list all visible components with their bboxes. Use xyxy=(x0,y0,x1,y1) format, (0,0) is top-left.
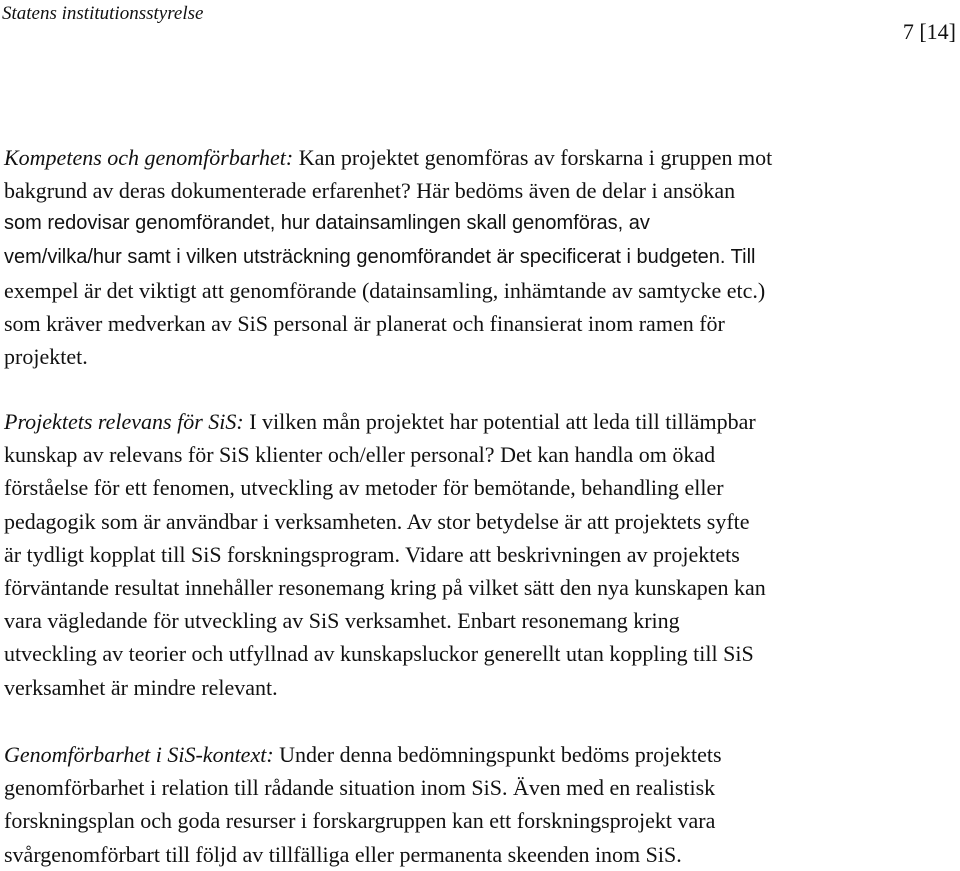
text-line xyxy=(4,405,960,438)
section-heading: Kompetens och genomförbarhet: xyxy=(4,145,294,170)
text-line: vara vägledande för utveckling av SiS verksamhet. Enbart resonemang kring xyxy=(4,608,680,634)
text-line: exempel är det viktigt att genomförande (datainsamling, inhämtande av samtycke etc.) xyxy=(4,277,766,303)
text-line: vem/vilka/hur samt i vilken utsträckning genomförandet är specificerat i budgeten. Till xyxy=(4,245,756,268)
text-line: förståelse för ett fenomen, utveckling av metoder för bemötande, behandling eller xyxy=(4,475,724,501)
text-line: forskningsplan och goda resurser i forskargruppen kan ett forskningsprojekt vara xyxy=(4,808,716,834)
text-line: genomförbarhet i relation till rådande situation inom SiS. Även med en realistisk xyxy=(4,775,716,801)
section-kompetens xyxy=(4,141,960,373)
line-text: I vilken mån projektet har potential att leda till tillämpbar xyxy=(249,409,756,434)
text-line: kunskap av relevans för SiS klienter och/eller personal? Det kan handla om ökad xyxy=(4,442,716,468)
text-line: bakgrund av deras dokumenterade erfarenhet? Här bedöms även de delar i ansökan xyxy=(4,178,736,204)
section-heading: Genomförbarhet i SiS-kontext: xyxy=(4,742,274,767)
text-line xyxy=(4,141,960,174)
text-line: projektet. xyxy=(4,344,88,370)
section-relevans xyxy=(4,405,960,704)
text-line: verksamhet är mindre relevant. xyxy=(4,674,278,700)
text-line: utveckling av teorier och utfyllnad av kunskapsluckor generellt utan koppling till SiS xyxy=(4,641,754,667)
text-line: som redovisar genomförandet, hur datainsamlingen skall genomföras, av xyxy=(4,212,650,235)
page-number: 7 [14] xyxy=(902,19,956,44)
line-text: Under denna bedömningspunkt bedöms projektets xyxy=(279,742,722,767)
text-line: pedagogik som är användbar i verksamheten. Av stor betydelse är att projektets syfte xyxy=(4,508,750,534)
line-text: Kan projektet genomföras av forskarna i gruppen mot xyxy=(298,145,773,170)
section-heading: Projektets relevans för SiS: xyxy=(4,409,244,434)
organization-name: Statens institutionsstyrelse xyxy=(2,3,204,24)
text-line: förväntande resultat innehåller resonemang kring på vilket sätt den nya kunskapen kan xyxy=(4,574,766,600)
text-line: svårgenomförbart till följd av tillfälliga eller permanenta skeenden inom SiS. xyxy=(4,841,682,867)
text-line xyxy=(4,738,960,771)
text-line: är tydligt kopplat till SiS forskningsprogram. Vidare att beskrivningen av projektets xyxy=(4,541,740,567)
text-line: som kräver medverkan av SiS personal är planerat och finansierat inom ramen för xyxy=(4,310,725,336)
section-sis-kontext xyxy=(4,738,960,871)
